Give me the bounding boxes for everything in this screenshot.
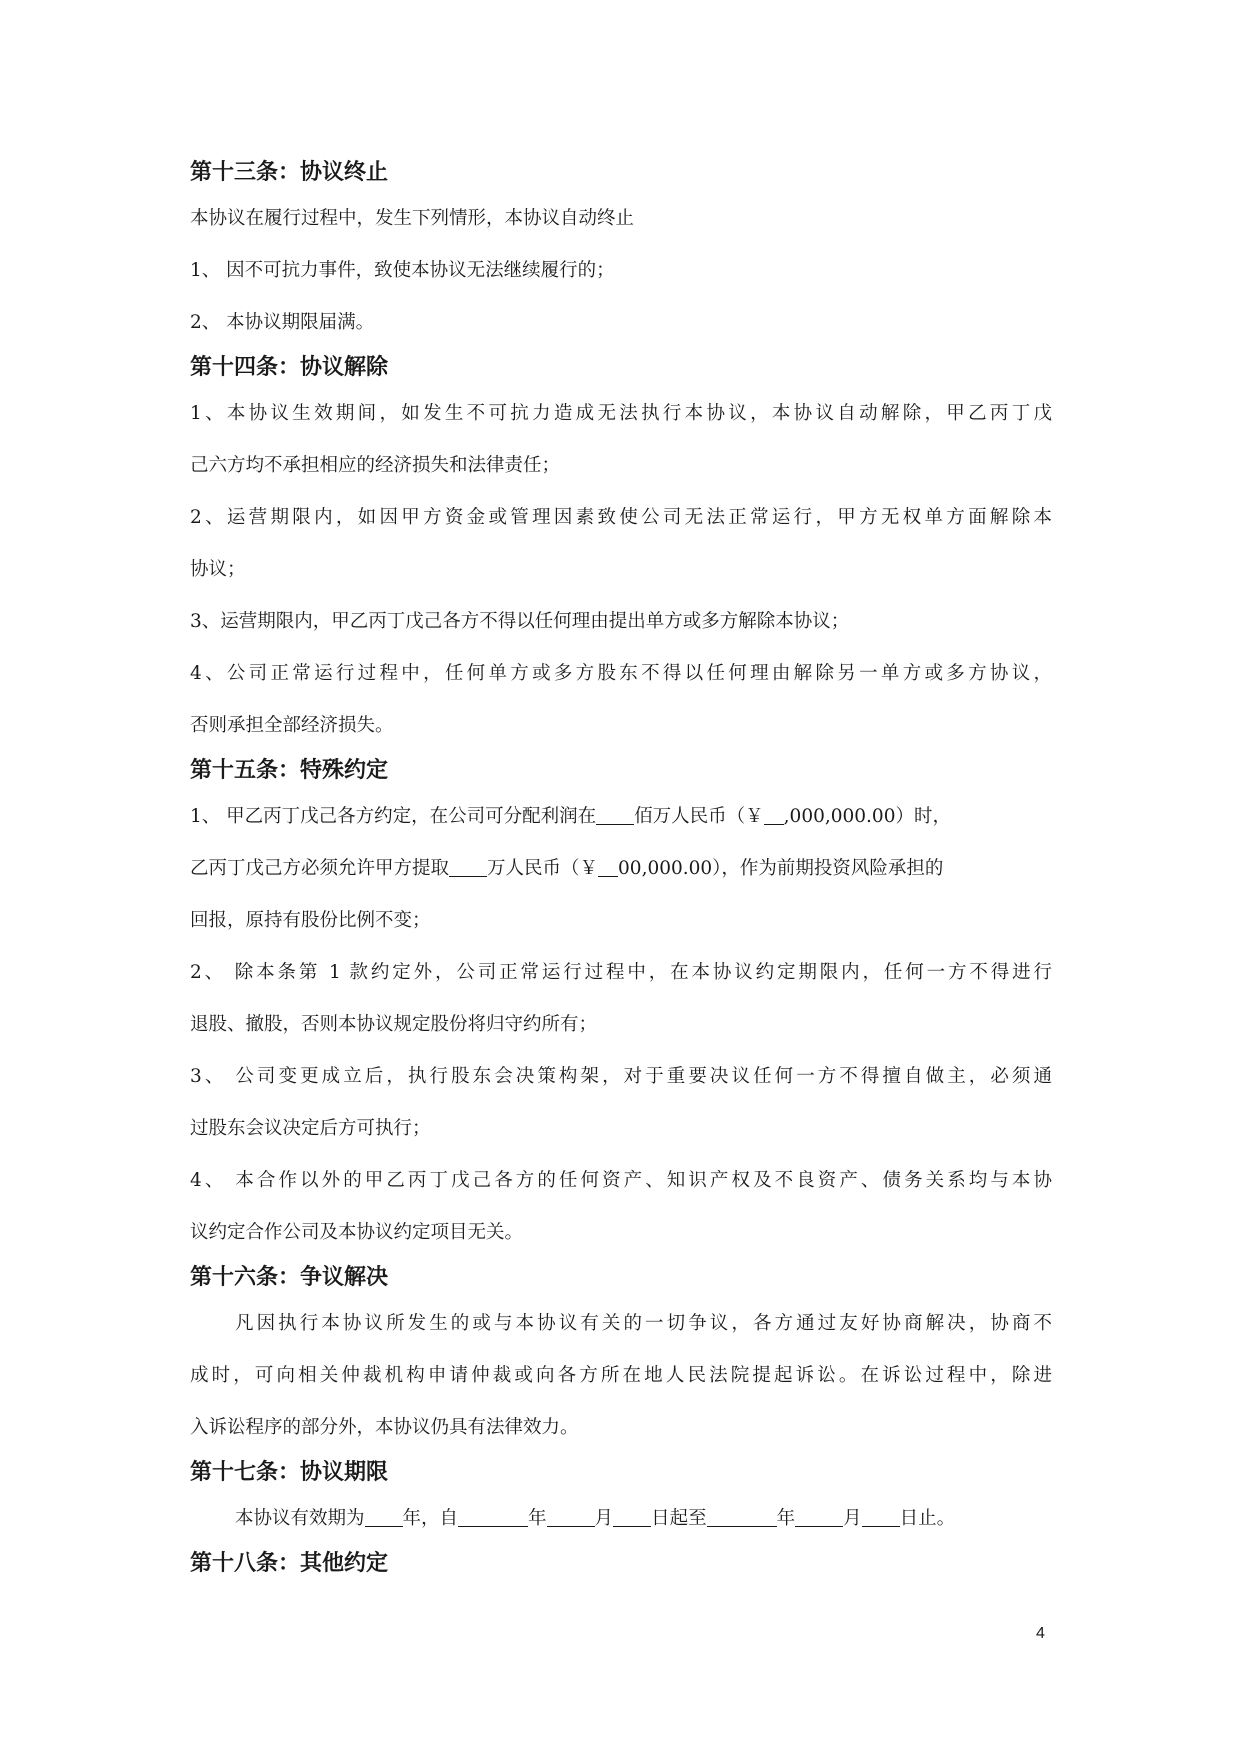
fill-blank-withdraw-amount[interactable] [449,857,487,877]
section-15-heading: 第十五条：特殊约定 [190,758,389,783]
section-14-item-1-line-2: 己六方均不承担相应的经济损失和法律责任； [190,455,561,476]
section-15-item-2-line-2: 退股、撤股，否则本协议规定股份将归守约所有； [190,1014,598,1035]
fill-blank-start-year[interactable] [458,1507,528,1527]
section-16-line-3: 入诉讼程序的部分外，本协议仍具有法律效力。 [190,1417,579,1438]
s15-item1-text-e: 万人民币（￥ [487,858,599,879]
s15-item1-text-f: 00,000.00），作为前期投资风险承担的 [618,858,944,879]
section-15-item-3-line-1: 3、 公司变更成立后，执行股东会决策构架，对于重要决议任何一方不得擅自做主，必须通 [190,1066,1052,1087]
s15-item1-text-b: 佰万人民币（￥ [634,806,764,827]
s15-item1-text-d: 乙丙丁戊己方必须允许甲方提取 [190,858,450,879]
section-14-item-3: 3、运营期限内，甲乙丙丁戊己各方不得以任何理由提出单方或多方解除本协议； [190,611,850,632]
section-16-heading: 第十六条：争议解决 [190,1265,389,1290]
section-13-item-2: 2、 本协议期限届满。 [190,312,375,333]
section-13-intro: 本协议在履行过程中，发生下列情形，本协议自动终止 [190,208,635,229]
fill-blank-profit-amount[interactable] [764,805,784,825]
term-text-1: 本协议有效期为 [235,1508,365,1529]
section-15-item-4-line-1: 4、 本合作以外的甲乙丙丁戊己各方的任何资产、知识产权及不良资产、债务关系均与本协 [190,1170,1052,1191]
page-content [190,158,1052,1579]
fill-blank-end-month[interactable] [795,1507,843,1527]
section-13-heading: 第十三条：协议终止 [190,160,389,185]
term-text-8: 日止。 [899,1508,956,1529]
section-14-item-4-line-2: 否则承担全部经济损失。 [190,715,394,736]
fill-blank-end-year[interactable] [707,1507,777,1527]
section-15-item-1-line-1 [190,804,1052,829]
term-text-6: 年 [776,1508,796,1529]
fill-blank-start-month[interactable] [547,1507,595,1527]
section-15-item-1-line-3: 回报，原持有股份比例不变； [190,910,431,931]
section-15-item-4-line-2: 议约定合作公司及本协议约定项目无关。 [190,1222,524,1243]
term-text-2: 年，自 [402,1508,459,1529]
section-18-heading: 第十八条：其他约定 [190,1551,389,1576]
fill-blank-term-years[interactable] [365,1507,403,1527]
section-13-item-1: 1、 因不可抗力事件，致使本协议无法继续履行的； [190,260,615,281]
fill-blank-withdraw-digits[interactable] [598,857,618,877]
section-15-item-3-line-2: 过股东会议决定后方可执行； [190,1118,431,1139]
section-16-line-2: 成时，可向相关仲裁机构申请仲裁或向各方所在地人民法院提起诉讼。在诉讼过程中，除进 [190,1365,1052,1386]
section-14-item-2-line-2: 协议； [190,559,246,580]
section-15-item-2-line-1: 2、 除本条第 1 款约定外，公司正常运行过程中，在本协议约定期限内，任何一方不得进行 [190,962,1052,983]
section-14-item-2-line-1: 2、运营期限内，如因甲方资金或管理因素致使公司无法正常运行，甲方无权单方面解除本 [190,507,1052,528]
section-14-item-4-line-1: 4、公司正常运行过程中，任何单方或多方股东不得以任何理由解除另一单方或多方协议， [190,663,1052,684]
fill-blank-end-day[interactable] [862,1507,900,1527]
s15-item1-text-a: 1、 甲乙丙丁戊己各方约定，在公司可分配利润在 [190,806,597,827]
fill-blank-start-day[interactable] [613,1507,651,1527]
section-14-heading: 第十四条：协议解除 [190,355,389,380]
term-text-3: 年 [528,1508,547,1529]
section-17-term-line [190,1506,1052,1531]
section-15-item-1-line-2 [190,856,1052,881]
term-text-7: 月 [843,1508,862,1529]
term-text-4: 月 [594,1508,614,1529]
s15-item1-text-c: ,000,000.00）时， [783,806,951,827]
page-number: 4 [1036,1625,1045,1642]
section-16-line-1: 凡因执行本协议所发生的或与本协议有关的一切争议，各方通过友好协商解决，协商不 [235,1313,1052,1334]
fill-blank-profit-hundred-million[interactable] [596,805,634,825]
term-text-5: 日起至 [651,1508,707,1529]
section-14-item-1-line-1: 1、本协议生效期间，如发生不可抗力造成无法执行本协议，本协议自动解除，甲乙丙丁戊 [190,403,1052,424]
section-17-heading: 第十七条：协议期限 [190,1460,389,1485]
